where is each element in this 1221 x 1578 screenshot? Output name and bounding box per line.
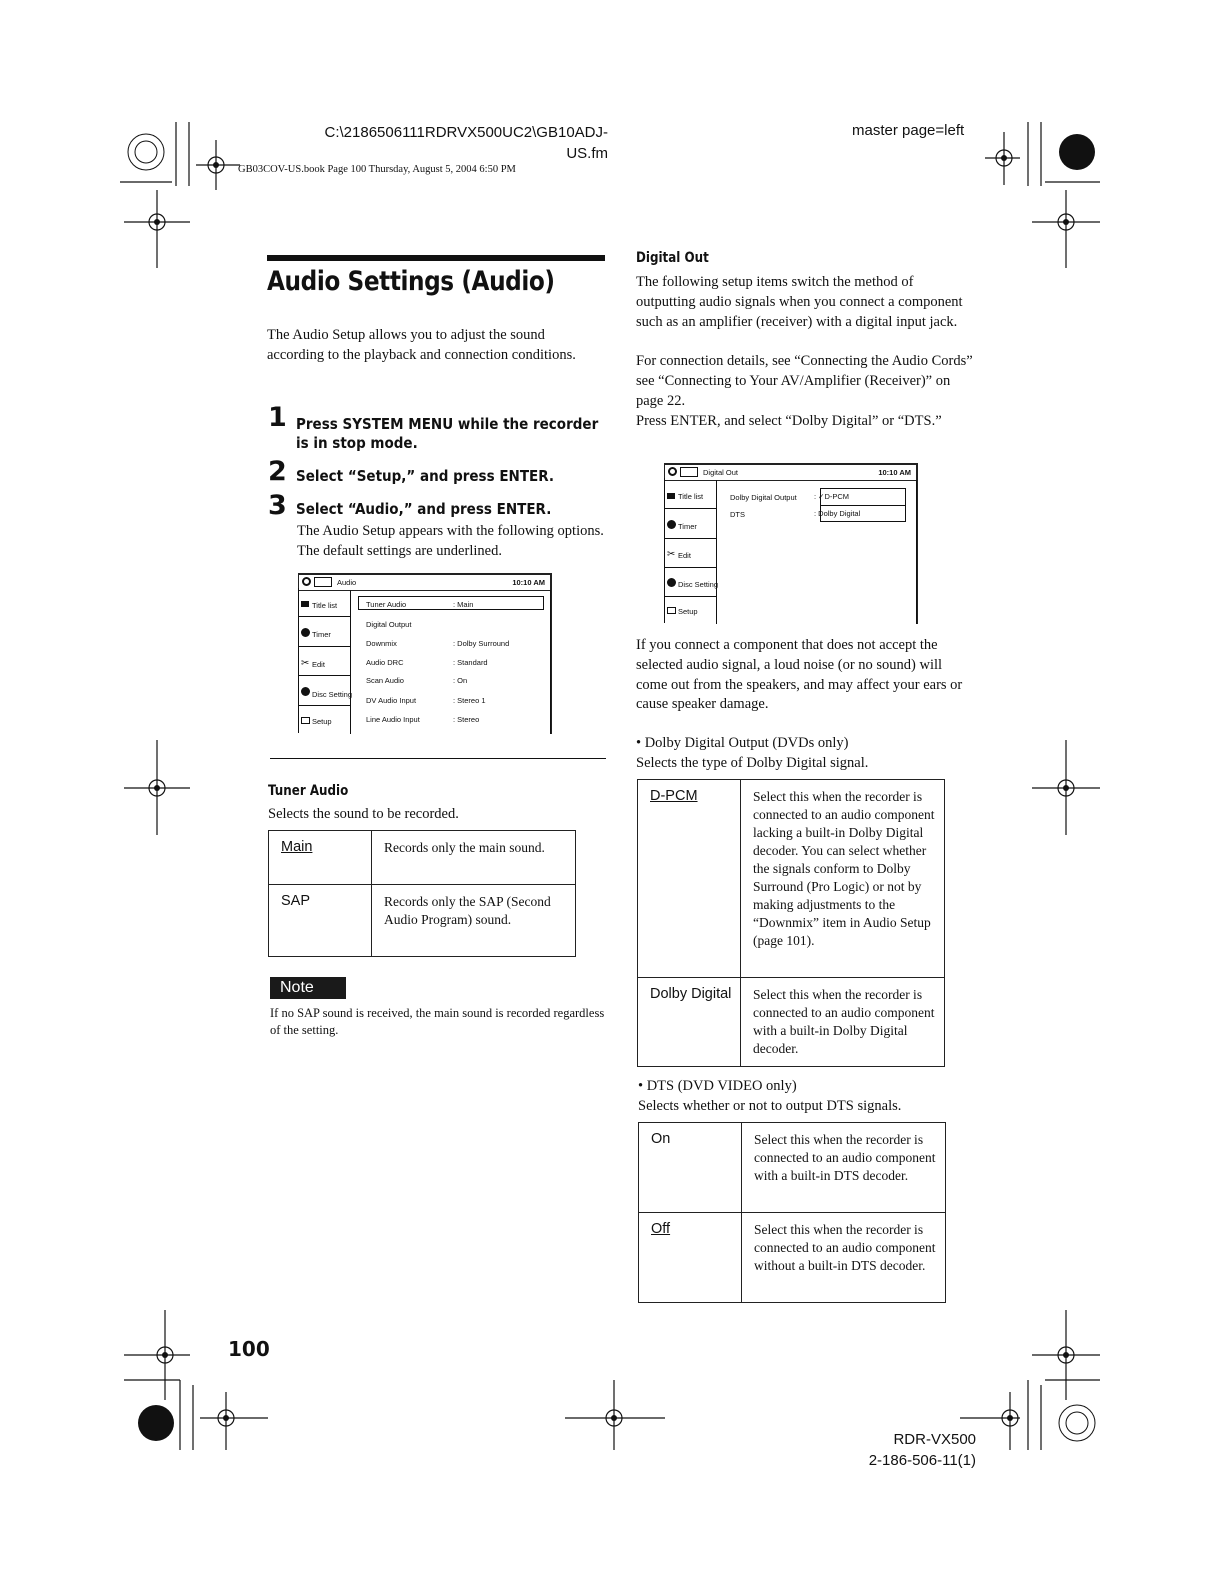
option-on: On [639, 1123, 742, 1213]
section-divider [270, 758, 606, 759]
digital-out-para3: Press ENTER, and select “Dolby Digital” or “DTS.” [636, 413, 942, 429]
row-downmix-value: : Dolby Surround [453, 639, 510, 648]
dts-table [638, 1122, 946, 1303]
tuner-audio-table [268, 830, 576, 957]
screen-title: Digital Out [703, 468, 739, 477]
step-3-description: The Audio Setup appears with the following options. The default settings are underlined. [297, 523, 604, 559]
row-dolby-digital-output-value: : ✓D-PCM [814, 492, 850, 501]
book-info: GB03COV-US.book Page 100 Thursday, August 5, 2004 6:50 PM [238, 164, 516, 175]
page-title: Audio Settings (Audio) [267, 266, 555, 297]
side-edit: Edit [678, 551, 691, 560]
tuner-audio-heading: Tuner Audio [268, 783, 349, 799]
title-rule [267, 255, 605, 261]
row-dts-value: : Dolby Digital [814, 509, 861, 518]
option-on-desc: Select this when the recorder is connected to an audio component with a built-in DTS decoder. [742, 1123, 946, 1213]
part-code: 2-186-506-11(1) [868, 1452, 976, 1469]
table-row [269, 831, 576, 885]
side-disc-setting: Disc Setting [312, 690, 353, 699]
table-row [269, 885, 576, 957]
dts-heading: • DTS (DVD VIDEO only) [638, 1078, 797, 1094]
dvd-rw-badge [680, 467, 698, 477]
table-row [638, 978, 945, 1067]
side-title-list: Title list [312, 601, 338, 610]
row-downmix-label: Downmix [366, 639, 397, 648]
row-dolby-digital-output-label: Dolby Digital Output [730, 493, 797, 502]
disc-icon [668, 467, 677, 476]
step-3-number: 3 [268, 490, 287, 521]
step-1-text: Press SYSTEM MENU while the recorder is in stop mode. [296, 415, 599, 452]
option-dolby-digital: Dolby Digital [638, 978, 741, 1067]
screen-title-bar [298, 574, 551, 591]
option-off: Off [651, 1221, 671, 1237]
timer-icon [301, 628, 310, 637]
footer-info [830, 1429, 976, 1471]
note-text: If no SAP sound is received, the main sound is recorded regardless of the setting. [270, 1006, 605, 1037]
screen-time: 10:10 AM [878, 468, 911, 477]
title-list-icon [667, 493, 675, 499]
page-number: 100 [228, 1337, 270, 1361]
disc-setting-icon [301, 687, 310, 696]
table-row [639, 1213, 946, 1303]
digital-out-para2: For connection details, see “Connecting the Audio Cords” see “Connecting to Your AV/Amplifier (Receiver)” on page 22. [636, 353, 973, 409]
screen-time: 10:10 AM [512, 578, 545, 587]
digital-out-heading: Digital Out [636, 250, 709, 266]
side-edit: Edit [312, 660, 325, 669]
digital-out-screen [664, 463, 918, 624]
row-tuner-audio-value: : Main [453, 600, 474, 609]
file-path-line1: C:\2186506111RDRVX500UC2\GB10ADJ- [324, 124, 608, 141]
option-dolby-digital-desc: Select this when the recorder is connected to an audio component with a built-in Dolby Digital decoder. [741, 978, 945, 1067]
file-path [300, 122, 608, 164]
side-title-list: Title list [678, 492, 704, 501]
dolby-digital-description: Selects the type of Dolby Digital signal. [636, 755, 869, 771]
timer-icon [667, 520, 676, 529]
intro-text: The Audio Setup allows you to adjust the sound according to the playback and connection conditions. [267, 327, 576, 363]
option-off-desc: Select this when the recorder is connected to an audio component without a built-in DTS decoder. [742, 1213, 946, 1303]
option-d-pcm-desc: Select this when the recorder is connected to an audio component lacking a built-in Dolby Digital decoder. You can select whether the signals conform to Dolby Surround (Pro Logic) or not by making adjustments to the “Downmix” item in Audio Setup (page 101). [741, 780, 945, 978]
setup-icon [301, 717, 310, 724]
row-digital-output-label: Digital Output [366, 620, 412, 629]
option-main: Main [281, 839, 313, 855]
disc-setting-icon [667, 578, 676, 587]
row-scan-audio-value: : On [453, 676, 468, 685]
screen-title: Audio [337, 578, 357, 587]
side-setup: Setup [312, 717, 332, 726]
setup-icon [667, 607, 676, 614]
row-audio-drc-value: : Standard [453, 658, 488, 667]
table-row [639, 1123, 946, 1213]
note-label: Note [270, 977, 346, 999]
side-disc-setting: Disc Setting [678, 580, 719, 589]
master-page-label: master page=left [852, 122, 965, 139]
row-line-audio-input-value: : Stereo [453, 715, 480, 724]
model-number: RDR-VX500 [893, 1431, 976, 1448]
option-main-desc: Records only the main sound. [372, 831, 576, 885]
step-1-number: 1 [268, 402, 287, 433]
side-timer: Timer [678, 522, 697, 531]
step-3-text: Select “Audio,” and press ENTER. [296, 500, 552, 518]
step-2-text: Select “Setup,” and press ENTER. [296, 467, 555, 485]
row-line-audio-input-label: Line Audio Input [366, 715, 420, 724]
audio-setup-screen [298, 573, 552, 734]
side-setup: Setup [678, 607, 698, 616]
row-scan-audio-label: Scan Audio [366, 676, 404, 685]
side-timer: Timer [312, 630, 331, 639]
file-path-line2: US.fm [566, 145, 608, 162]
option-sap-desc: Records only the SAP (Second Audio Program) sound. [372, 885, 576, 957]
tuner-audio-description: Selects the sound to be recorded. [268, 806, 459, 822]
table-row [638, 780, 945, 978]
option-sap: SAP [269, 885, 372, 957]
option-d-pcm: D-PCM [650, 788, 698, 804]
row-dv-audio-input-label: DV Audio Input [366, 696, 417, 705]
row-dts-label: DTS [730, 510, 745, 519]
disc-icon [302, 577, 311, 586]
edit-icon: ✂ [301, 658, 310, 669]
row-dv-audio-input-value: : Stereo 1 [453, 696, 486, 705]
step-2-number: 2 [268, 456, 287, 487]
screen-title-bar [664, 464, 917, 481]
title-list-icon [301, 601, 309, 607]
dolby-digital-table [637, 779, 945, 1067]
dolby-digital-heading: • Dolby Digital Output (DVDs only) [636, 735, 849, 751]
dvd-rw-badge [314, 577, 332, 587]
row-tuner-audio-label: Tuner Audio [366, 600, 407, 609]
dts-description: Selects whether or not to output DTS signals. [638, 1098, 902, 1114]
digital-out-para1: The following setup items switch the method of outputting audio signals when you connect a component such as an amplifier (receiver) with a digital input jack. [636, 274, 963, 330]
edit-icon: ✂ [667, 549, 676, 560]
warning-text: If you connect a component that does not accept the selected audio signal, a loud noise (or no sound) will come out from the speakers, and may affect your ears or cause speaker damage. [636, 637, 963, 713]
row-audio-drc-label: Audio DRC [366, 658, 404, 667]
